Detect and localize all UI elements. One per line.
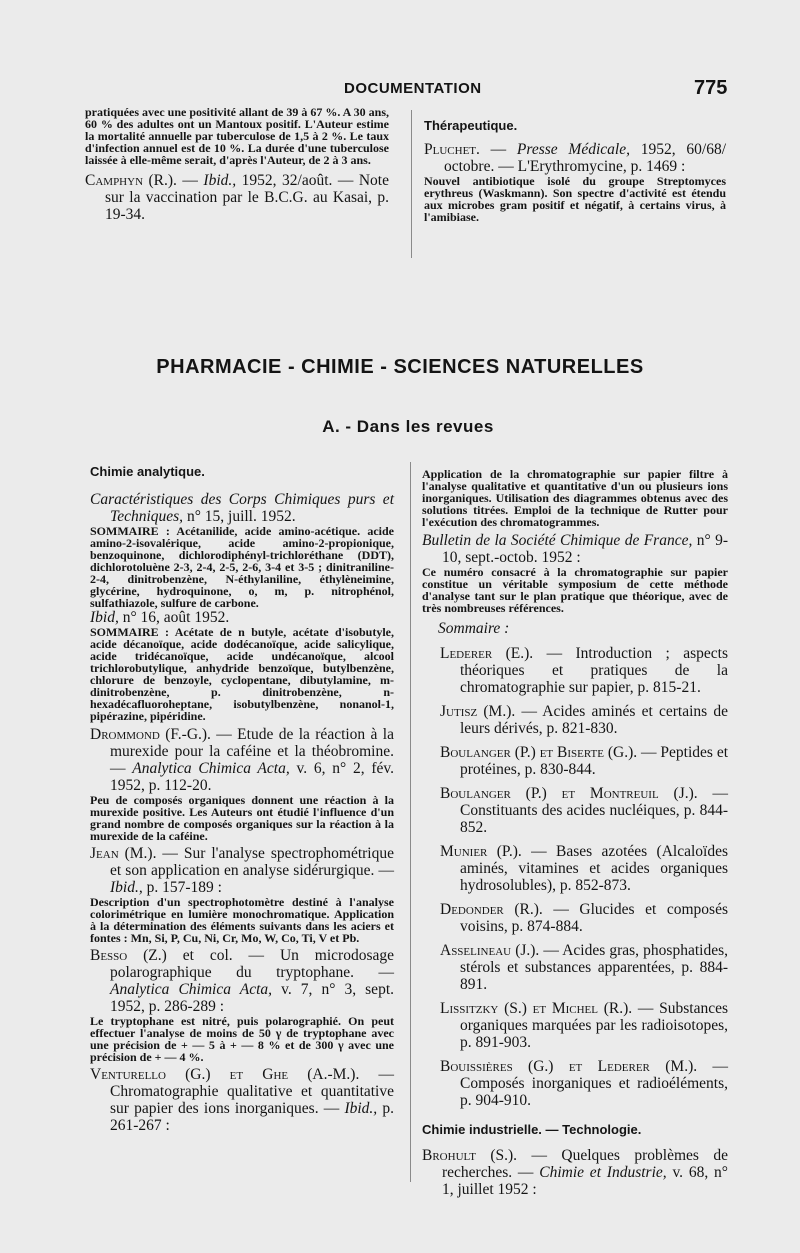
reference-camphyn: Camphyn (R.). — Ibid., 1952, 32/août. — Note sur la vaccination par le B.C.G. au Kasai, p. 19-34.: [85, 172, 389, 223]
running-header-title: DOCUMENTATION: [344, 80, 482, 97]
reference-venturello: Venturello (G.) et Ghe (A.-M.). — Chromatographie qualitative et quantitative sur papier des ions inorganiques. — Ibid., p. 261-267 :: [90, 1066, 394, 1134]
section-heading-therapeutique: Thérapeutique.: [424, 118, 518, 133]
left-column: [90, 464, 394, 1134]
page-number: 775: [694, 77, 728, 99]
sommaire-item-author: Dedonder (R.).: [440, 901, 543, 918]
top-left-column: [85, 106, 389, 223]
reference-author: Pluchet.: [424, 141, 480, 158]
sommaire-item: [440, 901, 728, 935]
sommaire-item-author: Asselineau (J.).: [440, 942, 540, 959]
sommaire-item: [440, 645, 728, 696]
section-heading-chimie-industrielle: Chimie industrielle. — Technologie.: [422, 1122, 642, 1137]
journal-ibid-16: Ibid, n° 16, août 1952.: [90, 609, 230, 626]
erythromycin-paragraph: Nouvel antibiotique isolé du groupe Streptomyces erythreus (Waskmann). Son spectre d'activité est étendu aux microbes gram positif et négatif, à certains virus, à l'amibiase.: [424, 174, 726, 224]
sommaire-item: [440, 744, 728, 778]
sommaire-item-text: — Substances organiques marquées par les radioisotopes, p. 891-903.: [460, 1000, 728, 1051]
abstract-besso: Le tryptophane est nitré, puis polarographié. On peut effectuer l'analyse de moins de 50 γ de tryptophane avec une précision de + — 5 à + — 8 % et de 300 γ avec une précision de + — 4 %.: [90, 1014, 394, 1064]
reference-source: Presse Médicale,: [516, 141, 630, 158]
right-column: [422, 468, 728, 1198]
reference-author: Camphyn (R.).: [85, 172, 177, 189]
sommaire-item-author: Lederer (E.).: [440, 645, 534, 662]
main-section-title: PHARMACIE - CHIMIE - SCIENCES NATURELLES: [156, 356, 644, 378]
reference-jean: Jean (M.). — Sur l'analyse spectrophométrique et son application en analyse sidérurgique. — Ibid., p. 157-189 :: [90, 845, 394, 896]
sommaire-item: [440, 1058, 728, 1109]
sommaire-item-author: Bouissières (G.) et Lederer (M.).: [440, 1058, 698, 1075]
chromatography-paragraph: Application de la chromatographie sur papier filtre à l'analyse qualitative et quantitative d'un ou plusieurs ions inorganiques. Utilisation des diagrammes obtenus avec des solutions titrées. Emploi de la technique de Rutter pour l'exécution des chromatogrammes.: [422, 467, 728, 529]
sommaire-item-text: — Composés inorganiques et radioéléments, p. 904-910.: [460, 1058, 728, 1109]
journal-bulletin: Bulletin de la Société Chimique de France, n° 9-10, sept.-octob. 1952 :: [422, 532, 728, 566]
sommaire-item-author: Boulanger (P.) et Biserte (G.).: [440, 744, 638, 761]
journal-caracteristiques: Caractéristiques des Corps Chimiques purs et Techniques, n° 15, juill. 1952.: [90, 491, 394, 525]
reference-brohult: Brohult (S.). — Quelques problèmes de recherches. — Chimie et Industrie, v. 68, n° 1, juillet 1952 :: [422, 1147, 728, 1198]
sommaire-item: [440, 843, 728, 894]
sommaire-item-text: — Bases azotées (Alcaloïdes aminés, vitamines et acides organiques hydrosolubles), p. 852-873.: [460, 843, 728, 894]
reference-pluchet: Pluchet. — Presse Médicale, 1952, 60/68/ octobre. — L'Erythromycine, p. 1469 :: [424, 141, 726, 175]
sommaire-item-text: — Glucides et composés voisins, p. 874-884.: [460, 901, 729, 935]
sommaire-item: [440, 703, 728, 737]
top-right-column: [424, 118, 726, 223]
abstract-drommond: Peu de composés organiques donnent une réaction à la murexide positive. Les Auteurs ont étudié l'influence d'un grand nombre de composés organiques sur la réaction à la murexide de la caféine.: [90, 793, 394, 843]
sommaire-item-author: Munier (P.).: [440, 843, 522, 860]
sommaire-item-text: — Acides gras, phosphatides, stérols et substances apparentées, p. 884-891.: [460, 942, 728, 993]
sommaire-item-text: — Constituants des acides nucléiques, p. 844-852.: [460, 785, 729, 836]
sommaire-item: [440, 785, 728, 836]
sommaire-item-author: Jutisz (M.).: [440, 703, 516, 720]
bulletin-paragraph: Ce numéro consacré à la chromatographie sur papier constitue un véritable symposium de cette méthode d'analyse tant sur le plan pratique que théorique, avec de très nombreuses références.: [422, 565, 728, 615]
column-divider-top: [411, 110, 412, 258]
sommaire-1: SOMMAIRE : Acétanilide, acide amino-acétique. acide amino-2-isovalérique, acide amino-2-propionique, benzoquinone, dichlorodiphényl-trichloréthane (DDT), dichlorotoluène 2-3, 2-4, 2-5, 2-6, 3-4 et 3-5 ; dinitraniline-2-4, dinitrobenzène, N-éthylaniline, éthylèneimine, glycérine, hydroquinone, o, m, p. nitrophénol, sulfathiazole, sulfure de carbone.: [90, 524, 394, 610]
sommaire-label: Sommaire :: [438, 620, 510, 637]
section-heading-chimie-analytique: Chimie analytique.: [90, 464, 205, 479]
reference-drommond: Drommond (F.-G.). — Etude de la réaction à la murexide pour la caféine et la théobromine. — Analytica Chimica Acta, v. 6, n° 2, fév. 1952, p. 112-20.: [90, 726, 395, 794]
reference-source: Ibid.,: [203, 172, 237, 189]
sommaire-item-text: — Introduction ; aspects théoriques et pratiques de la chromatographie sur papier, p. 815-21.: [460, 645, 728, 696]
sommaire-item-text: — Acides aminés et certains de leurs dérivés, p. 821-830.: [460, 703, 728, 737]
tuberculosis-paragraph: pratiquées avec une positivité allant de 39 à 67 %. A 30 ans, 60 % des adultes ont un Mantoux positif. L'Auteur estime la mortalité annuelle par tuberculose de 1,5 à 2 %. Le taux d'infection annuel est de 10 %. La durée d'une tuberculose laissée à elle-même serait, d'après l'Auteur, de 2 à 3 ans.: [85, 105, 390, 167]
sommaire-2: SOMMAIRE : Acétate de n butyle, acétate d'isobutyle, acide décanoïque, acide dodécanoïque, acide salicylique, acide tridécanoïque, acide undécanoïque, alcool trichlorobutylique, anhydride benzoïque, butylbenzène, chlorure de benzoyle, cyclopentane, dibutylamine, m-dinitrobenzène, p. dinitrobenzène, n-hexadécafluoroheptane, isobutylbenzène, nonanol-1, pipérazine, pipéridine.: [90, 625, 394, 723]
sommaire-item: [440, 942, 728, 993]
sommaire-item-text: — Peptides et protéines, p. 830-844.: [460, 744, 729, 778]
sommaire-item-author: Boulanger (P.) et Montreuil (J.).: [440, 785, 698, 802]
abstract-jean: Description d'un spectrophotomètre destiné à l'analyse colorimétrique en lumière monochromatique. Application à la détermination des éléments suivants dans les aciers et fontes : Mn, Si, P, Cu, Ni, Cr, Mo, W, Co, Ti, V et Pb.: [90, 895, 394, 945]
sommaire-item: [440, 1000, 728, 1051]
sommaire-item-author: Lissitzky (S.) et Michel (R.).: [440, 1000, 633, 1017]
subsection-title: A. - Dans les revues: [322, 417, 494, 436]
reference-besso: Besso (Z.) et col. — Un microdosage polarographique du tryptophane. — Analytica Chimica Acta, v. 7, n° 3, sept. 1952, p. 286-289 :: [90, 947, 394, 1015]
sommaire-list: [422, 645, 728, 1109]
column-divider-main: [410, 462, 411, 1182]
